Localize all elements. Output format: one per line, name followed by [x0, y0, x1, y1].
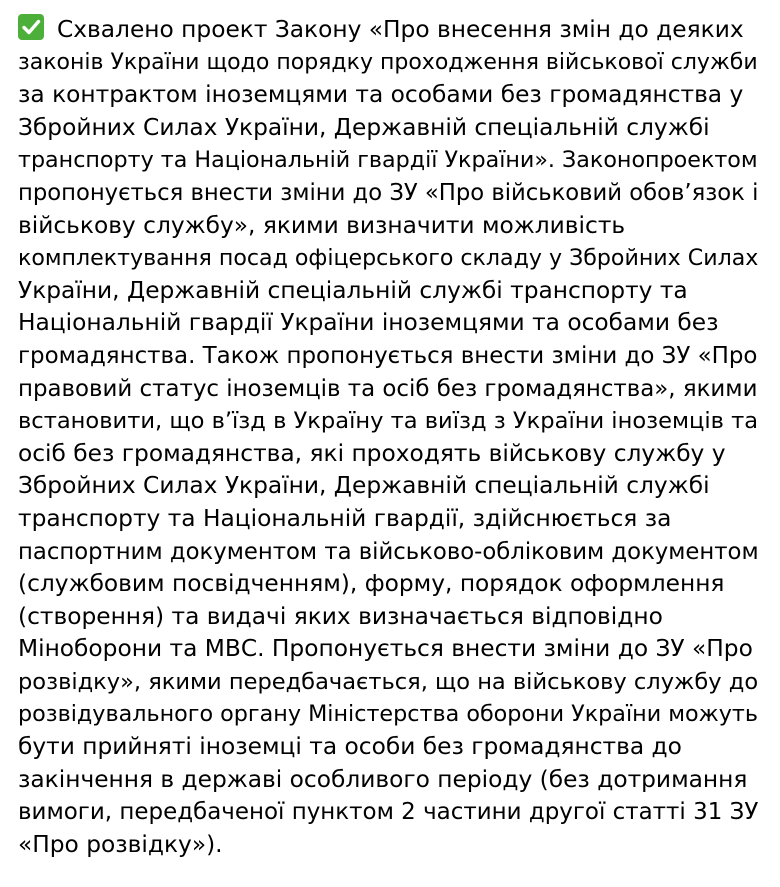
- text-line: паспортним документом та військово-обліковим документом: [18, 538, 759, 565]
- text-line: вимоги, передбаченої пунктом 2 частини другої статті 31 ЗУ: [18, 799, 759, 826]
- text-line: розвідку», якими передбачається, що на військову службу до: [18, 668, 759, 695]
- text-line: (створення) та видачі яких визначається відповідно: [18, 602, 663, 630]
- text-line: України, Державній спеціальній службі транспорту та: [18, 276, 688, 304]
- text-line: закінчення в державі особливого періоду (без дотримання: [18, 765, 748, 793]
- text-line: Схвалено проект Закону «Про внесення змін до деяких: [18, 14, 758, 47]
- text-line: законів України щодо порядку проходження військової служби: [18, 49, 758, 75]
- text-line: військову службу», якими визначити можливість: [18, 211, 626, 239]
- text-line: за контрактом іноземцями та особами без громадянства у: [18, 81, 744, 109]
- text-line: встановити, що в’їзд в Україну та виїзд з України іноземців та: [18, 408, 759, 435]
- text-line: осіб без громадянства, які проходять військову службу у: [18, 439, 726, 467]
- text-line: розвідувального органу Міністерства оборони України можуть: [18, 701, 758, 728]
- text-line: пропонується внести зміни до ЗУ «Про військовий обов’язок і: [18, 179, 759, 206]
- check-mark-icon: [18, 14, 44, 40]
- text-line: комплектування посад офіцерського складу у Збройних Силах: [18, 245, 759, 272]
- text-line: бути прийняті іноземці та особи без громадянства до: [18, 733, 682, 761]
- text-line: громадянства. Також пропонується внести зміни до ЗУ «Про: [18, 342, 758, 369]
- text-line: Міноборони та МВС. Пропонується внести зміни до ЗУ «Про: [18, 635, 753, 663]
- text-line: Збройних Силах України, Державній спеціальній службі: [18, 472, 710, 500]
- text-line: транспорту та Національній гвардії України». Законопроектом: [18, 147, 758, 174]
- text-line: (службовим посвідченням), форму, порядок оформлення: [18, 570, 725, 598]
- text-line: «Про розвідку»).: [18, 830, 223, 858]
- text-line: Національній гвардії України іноземцями та особами без: [18, 309, 719, 337]
- text-line: правовий статус іноземців та осіб без громадянства», якими: [18, 375, 758, 402]
- text-line: транспорту та Національній гвардії, здійснюється за: [18, 504, 672, 532]
- text-line: Збройних Силах України, Державній спеціальній службі: [18, 113, 710, 141]
